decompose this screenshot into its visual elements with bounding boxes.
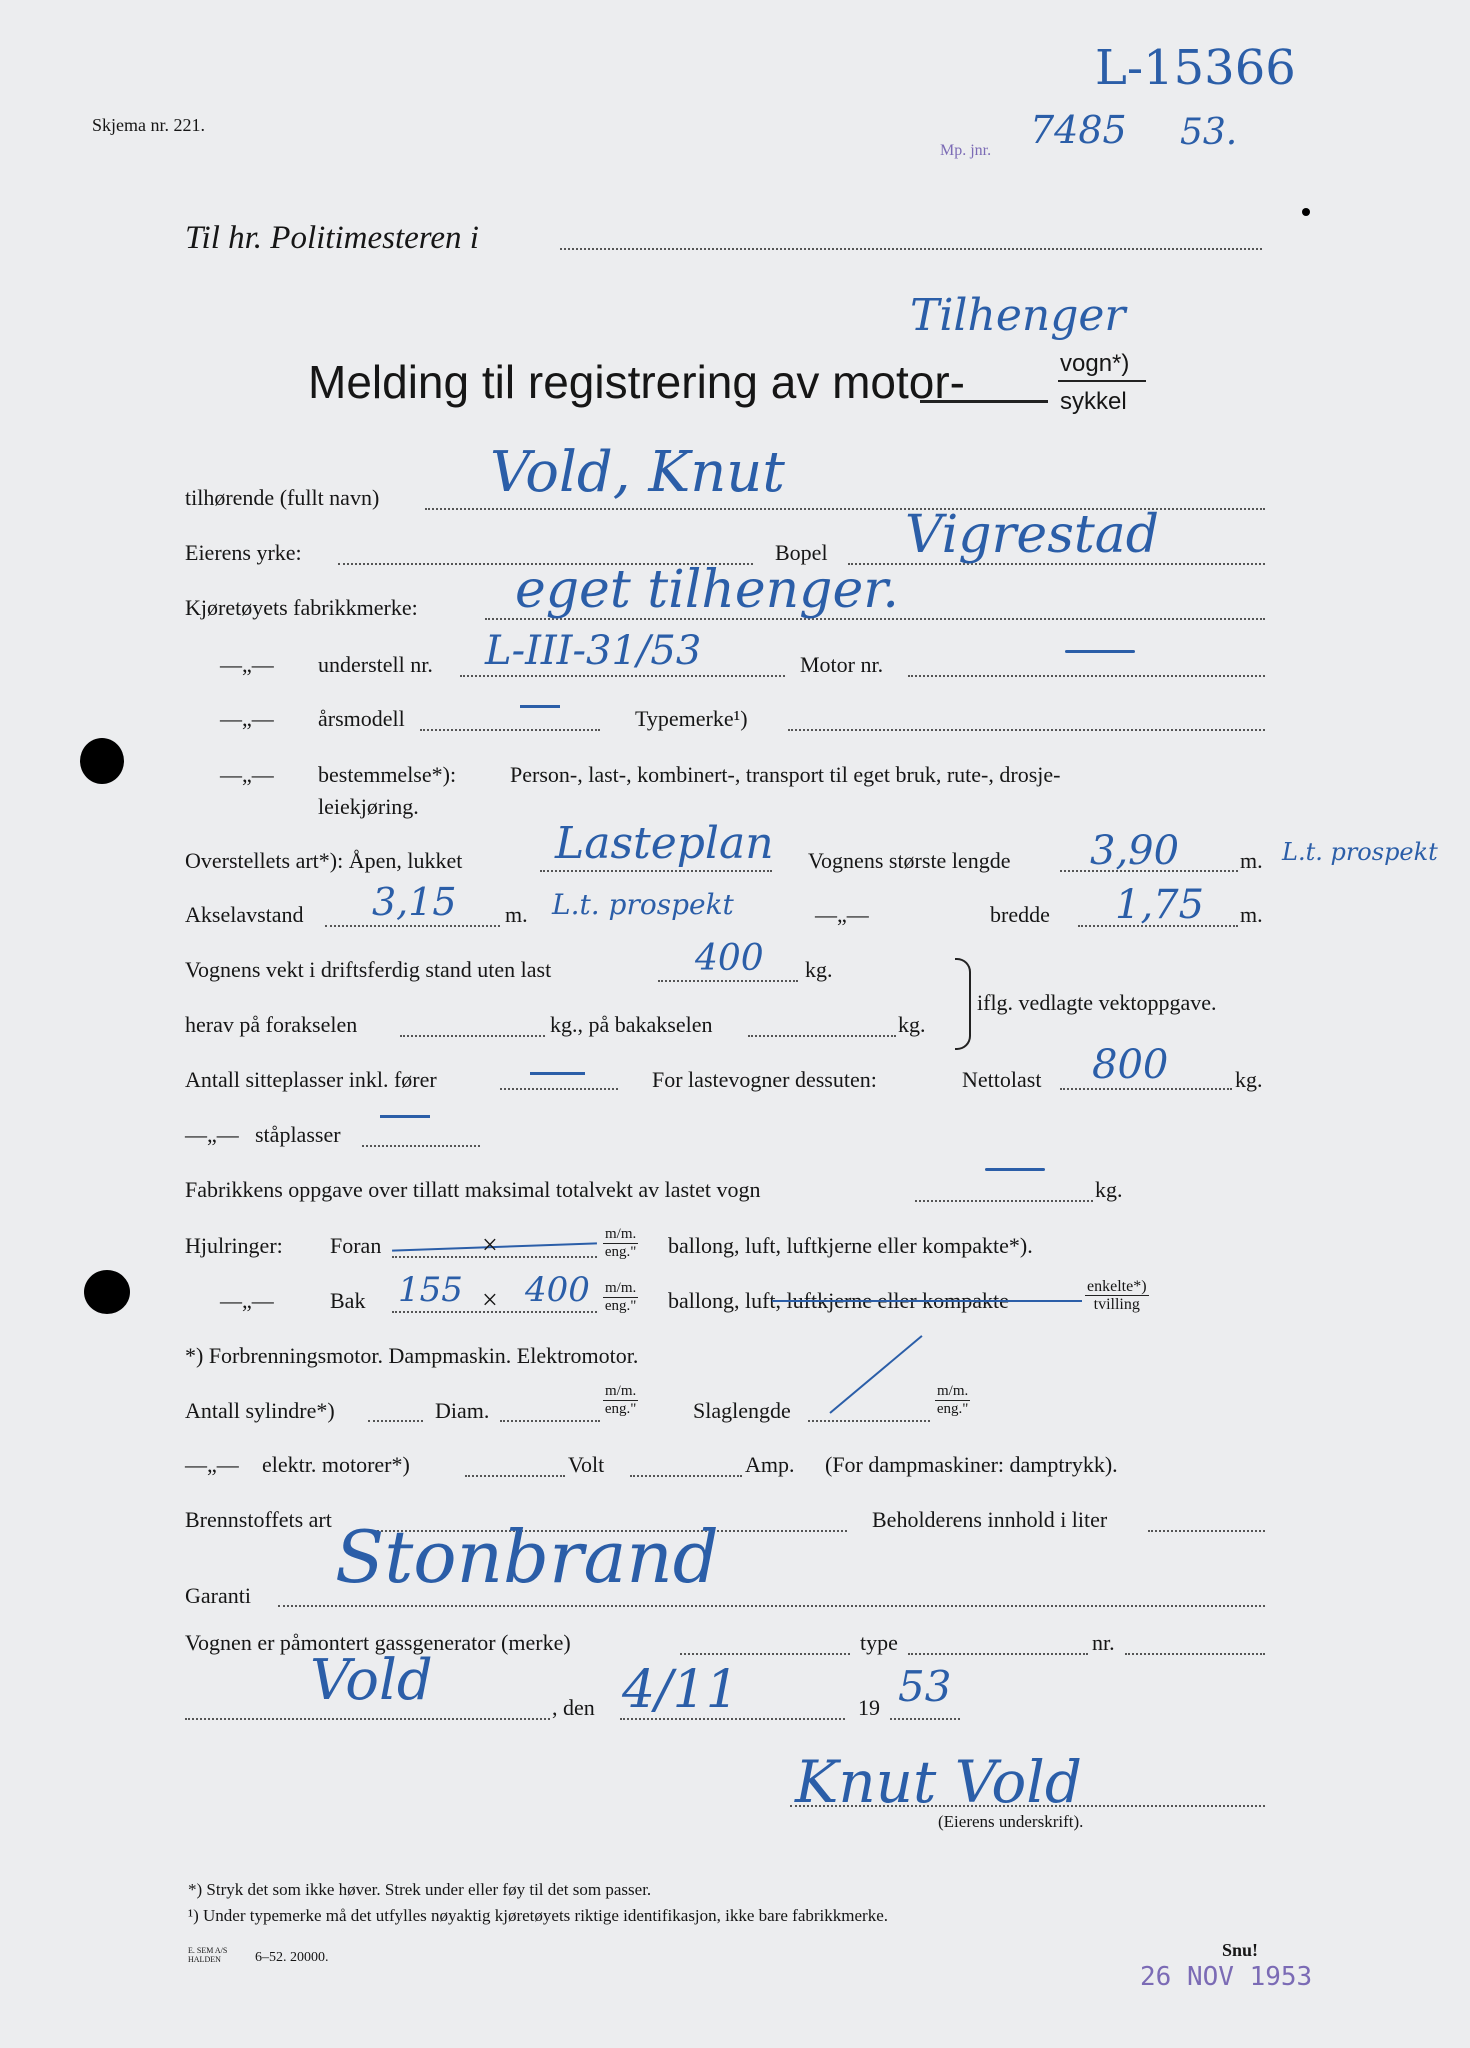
net-unit: kg. (1235, 1067, 1263, 1092)
cylinders-label: Antall sylindre*) (185, 1398, 335, 1423)
weight-label: Vognens vekt i driftsferdig stand uten last (185, 957, 552, 982)
chassis-line (460, 675, 785, 677)
motor-dash-mark (1065, 650, 1135, 653)
weight-unit: kg. (805, 957, 833, 982)
place-value: Vold (310, 1648, 433, 1713)
title-fraction-bar (1058, 380, 1146, 382)
form-number: Skjema nr. 221. (92, 115, 205, 135)
length-label: Vognens største lengde (808, 848, 1011, 873)
owner-label: tilhørende (fullt navn) (185, 485, 380, 510)
make-label: Kjøretøyets fabrikkmerke: (185, 595, 418, 620)
journal-number: 7485 (1030, 108, 1127, 152)
print-code: 6–52. 20000. (255, 1950, 329, 1965)
electric-label: elektr. motorer*) (262, 1452, 410, 1477)
axle-line (325, 925, 500, 927)
ditto-6: —„— (220, 1288, 274, 1313)
chassis-value: L-III-31/53 (485, 628, 702, 674)
engine-types: *) Forbrenningsmotor. Dampmaskin. Elektromotor. (185, 1343, 639, 1368)
turn-over-note: Snu! (1222, 1940, 1259, 1960)
width-label: bredde (990, 902, 1050, 927)
axle-note: L.t. prospekt (552, 888, 734, 921)
journal-year: 53. (1180, 112, 1238, 153)
addressee: Til hr. Politimesteren i (185, 220, 479, 256)
cylinders-line (368, 1420, 423, 1422)
stroke-line (808, 1420, 930, 1422)
handwritten-tilhenger: Tilhenger (910, 290, 1126, 341)
gas-type-line (908, 1653, 1088, 1655)
residence-label: Bopel (775, 540, 828, 565)
tire-single: enkelte*) (1087, 1278, 1147, 1295)
max-weight-dash-mark (985, 1168, 1045, 1171)
guarantee-label: Garanti (185, 1583, 251, 1608)
ditto-1: —„— (220, 652, 274, 677)
front-unit-eng: eng." (604, 1244, 637, 1260)
footnote-2: ¹) Under typemerke må det utfylles nøyaktig kjøretøyets riktige identifikasjon, ikke bare fabrikkmerke. (188, 1906, 888, 1925)
rear-axle-unit: kg. (898, 1012, 926, 1037)
reference-number: L-15366 (1095, 40, 1296, 96)
rear-axle-label: kg., på bakakselen (550, 1012, 713, 1037)
front-axle-line (400, 1035, 545, 1037)
make-value: eget tilhenger. (515, 560, 899, 620)
front-unit-fraction (603, 1226, 638, 1261)
title-vogn: vogn*) (1060, 350, 1130, 377)
weight-value: 400 (695, 938, 764, 979)
body-value: Lasteplan (555, 818, 774, 869)
signature-line (790, 1805, 1265, 1807)
tire-single-twin (1085, 1278, 1149, 1313)
type-line (788, 729, 1265, 731)
weight-brace (955, 958, 971, 1050)
punch-hole-bottom (84, 1270, 130, 1314)
date-year-line (890, 1718, 960, 1720)
diameter-line (500, 1420, 600, 1422)
wheels-label: Hjulringer: (185, 1233, 283, 1258)
ditto-3: —„— (220, 762, 274, 787)
diameter-unit-fraction (603, 1383, 638, 1418)
length-value: 3,90 (1090, 828, 1180, 874)
body-line (540, 870, 772, 872)
net-label: Nettolast (962, 1067, 1042, 1092)
seats-line (500, 1088, 618, 1090)
date-value: 4/11 (622, 1660, 739, 1720)
seats-label: Antall sitteplasser inkl. fører (185, 1067, 437, 1092)
electric-line (465, 1475, 565, 1477)
fuel-label: Brennstoffets art (185, 1507, 332, 1532)
guarantee-value: Stonbrand (335, 1515, 719, 1599)
max-weight-unit: kg. (1095, 1177, 1123, 1202)
type-label: Typemerke¹) (635, 706, 748, 731)
year-prefix: 19 (858, 1695, 880, 1720)
volt-label: Volt (568, 1452, 605, 1477)
diameter-unit-mm: m/m. (605, 1383, 637, 1399)
gas-type-label: type (860, 1630, 898, 1655)
ditto-2: —„— (220, 706, 274, 731)
weight-note: iflg. vedlagte vektoppgave. (977, 990, 1217, 1015)
received-stamp: 26 NOV 1953 (1140, 1962, 1313, 1992)
axle-unit: m. (505, 902, 528, 927)
stroke-label: Slaglengde (693, 1398, 791, 1423)
rear-unit-eng: eng." (604, 1298, 637, 1314)
length-unit: m. (1240, 848, 1263, 873)
form-title: Melding til registrering av motor- (308, 356, 966, 408)
axle-label: Akselavstand (185, 902, 304, 927)
front-label: Foran (330, 1233, 382, 1258)
body-label: Overstellets art*): Åpen, lukket (185, 848, 463, 873)
front-times: × (482, 1230, 498, 1261)
diameter-unit-eng: eng." (604, 1401, 637, 1417)
gas-label: Vognen er påmontert gassgenerator (merke) (185, 1630, 571, 1655)
stroke-unit-mm: m/m. (937, 1383, 969, 1399)
diameter-label: Diam. (435, 1398, 490, 1423)
standing-dash-mark (380, 1115, 430, 1118)
volt-line (630, 1475, 742, 1477)
purpose-options: Person-, last-, kombinert-, transport til eget bruk, rute-, drosje- (510, 762, 1061, 787)
steam-label: (For dampmaskiner: damptrykk). (825, 1452, 1118, 1477)
residence-value: Vigrestad (905, 505, 1160, 565)
addressee-line (560, 248, 1262, 250)
guarantee-line (278, 1605, 1265, 1607)
tire-twin: tvilling (1093, 1296, 1140, 1313)
printer-mark: E. SEM A/S HALDEN (188, 1946, 228, 1964)
motor-line (908, 675, 1265, 677)
year-dash-mark (520, 705, 560, 708)
occupation-label: Eierens yrke: (185, 540, 302, 565)
purpose-label: bestemmelse*): (318, 762, 457, 787)
standing-label: ståplasser (255, 1122, 341, 1147)
year-line (420, 729, 600, 731)
gas-nr-label: nr. (1092, 1630, 1115, 1655)
standing-line (362, 1145, 480, 1147)
chassis-label: understell nr. (318, 652, 433, 677)
ditto-5: —„— (185, 1122, 239, 1147)
motor-label: Motor nr. (800, 652, 884, 677)
purpose-continued: leiekjøring. (318, 794, 419, 819)
gas-nr-line (1125, 1653, 1265, 1655)
year-value: 53 (898, 1662, 952, 1711)
stroke-slash-mark (829, 1335, 922, 1414)
seats-dash-mark (530, 1072, 585, 1075)
weight-line (658, 980, 798, 982)
max-weight-line (915, 1200, 1093, 1202)
place-line (185, 1718, 550, 1720)
net-value: 800 (1092, 1042, 1169, 1088)
tank-line (1148, 1530, 1265, 1532)
punch-hole-top (80, 738, 124, 784)
title-sykkel: sykkel (1060, 388, 1127, 415)
rear-unit-mm: m/m. (605, 1280, 637, 1296)
net-line (1060, 1088, 1232, 1090)
date-label: , den (552, 1695, 595, 1720)
rear-tire-types: ballong, luft, luftkjerne eller kompakte (668, 1288, 1009, 1313)
rear-dim-2: 400 (525, 1270, 590, 1310)
rear-times: × (482, 1285, 498, 1316)
width-value: 1,75 (1115, 882, 1205, 928)
rear-unit-fraction (603, 1280, 638, 1315)
dot-mark (1302, 208, 1310, 216)
axle-value: 3,15 (372, 880, 457, 924)
footnote-1: *) Stryk det som ikke høver. Strek under eller føy til det som passer. (188, 1880, 652, 1899)
front-unit-mm: m/m. (605, 1226, 637, 1242)
front-axle-label: herav på forakselen (185, 1012, 358, 1037)
tank-label: Beholderens innhold i liter (872, 1507, 1108, 1532)
title-strike (920, 400, 1048, 403)
ditto-7: —„— (185, 1452, 239, 1477)
front-tire-types: ballong, luft, luftkjerne eller kompakte*). (668, 1233, 1033, 1258)
owner-value: Vold, Knut (490, 440, 785, 505)
gas-brand-line (680, 1653, 850, 1655)
rear-tire-strike (772, 1300, 1082, 1302)
year-label: årsmodell (318, 706, 405, 731)
journal-prefix: Mp. jnr. (940, 142, 992, 159)
signature-label: (Eierens underskrift). (938, 1812, 1084, 1831)
rear-axle-line (748, 1035, 896, 1037)
rear-dim-1: 155 (398, 1270, 463, 1310)
max-weight-label: Fabrikkens oppgave over tillatt maksimal totalvekt av lastet vogn (185, 1177, 761, 1202)
truck-label: For lastevogner dessuten: (652, 1067, 877, 1092)
signature-value: Knut Vold (795, 1748, 1082, 1816)
stroke-unit-eng: eng." (936, 1401, 969, 1417)
stroke-unit-fraction (935, 1383, 970, 1418)
width-unit: m. (1240, 902, 1263, 927)
amp-label: Amp. (745, 1452, 795, 1477)
length-note: L.t. prospekt (1282, 838, 1438, 866)
rear-label: Bak (330, 1288, 366, 1313)
ditto-4: —„— (815, 902, 869, 927)
